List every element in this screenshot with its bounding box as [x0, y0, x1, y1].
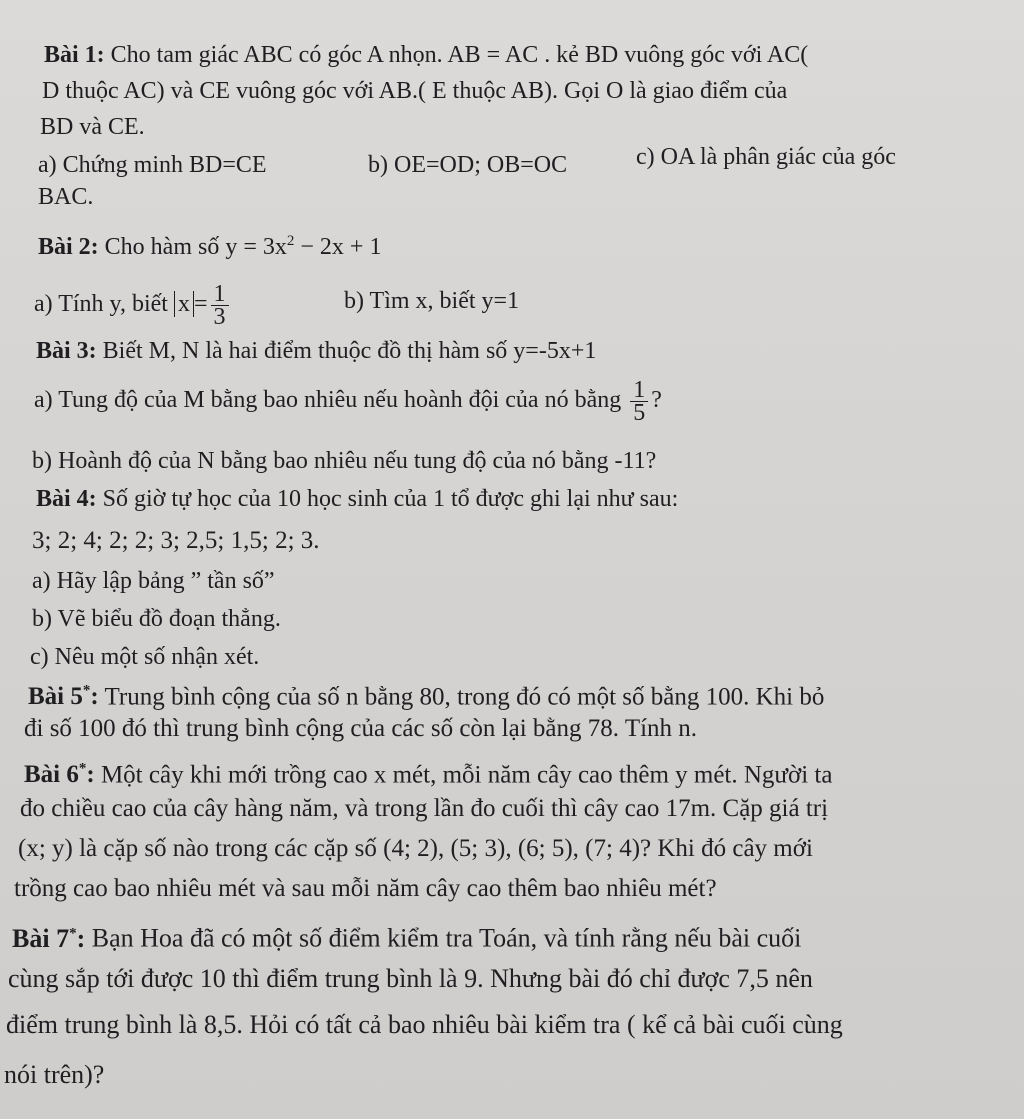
- b7-title: [12, 924, 85, 953]
- b6-star: *: [78, 761, 87, 777]
- b3-title: Bài 3:: [36, 338, 97, 364]
- b3-a-q: ?: [651, 387, 662, 413]
- b6-line-3: (x; y) là cặp số nào trong các cặp số (4; 2), (5; 3), (6; 5), (7; 4)? Khi đó cây mới: [18, 835, 813, 862]
- b7-line-2: cùng sắp tới được 10 thì điểm trung bình là 9. Nhưng bài đó chỉ được 7,5 nên: [8, 964, 813, 993]
- b3-part-a: [34, 378, 662, 424]
- b1-part-c-cont: BAC.: [38, 184, 94, 210]
- b1-b-math: OE=OD; OB=OC: [394, 152, 568, 178]
- b1-part-b: [368, 150, 567, 180]
- b1-part-c: c) OA là phân giác của góc: [636, 144, 896, 170]
- b5-title-text: Bài 5: [28, 683, 83, 711]
- b3-text: Biết M, N là hai điểm thuộc đồ thị hàm số: [102, 338, 508, 364]
- b2-fn-base: y = 3x: [225, 234, 287, 260]
- b3-a-text: a) Tung độ của M bằng bao nhiêu nếu hoành đội của nó bằng: [34, 387, 622, 413]
- b7-text-1: Bạn Hoa đã có một số điểm kiểm tra Toán, và tính rằng nếu bài cuối: [91, 923, 802, 953]
- b2-text: Cho hàm số: [104, 234, 220, 260]
- b2-line-1: [38, 226, 381, 262]
- b5-line-1: [28, 676, 824, 712]
- b7-title-text: Bài 7: [12, 923, 70, 953]
- b3-a-fraction: [630, 376, 648, 426]
- b1-b-label: b): [368, 152, 388, 178]
- b2-b-label: b) Tìm x, biết: [344, 288, 476, 314]
- b6-title: [24, 761, 95, 788]
- b7-line-3: điểm trung bình là 8,5. Hỏi có tất cả bao nhiêu bài kiểm tra ( kể cả bài cuối cùng: [6, 1010, 843, 1039]
- b4-part-b: b) Vẽ biểu đồ đoạn thẳng.: [32, 606, 281, 632]
- b7-star: *: [69, 925, 77, 941]
- b4-data: 3; 2; 4; 2; 2; 3; 2,5; 1,5; 2; 3.: [32, 527, 320, 554]
- b5-text-1: Trung bình cộng của số n bằng 80, trong đó có một số bằng 100. Khi bỏ: [104, 683, 825, 711]
- b3-function: y=-5x+1: [513, 338, 597, 364]
- b7-line-4: nói trên)?: [4, 1060, 105, 1089]
- b2-a-eq: =: [193, 291, 208, 317]
- b3-line-1: [36, 336, 596, 366]
- b4-text: Số giờ tự học của 10 học sinh của 1 tổ được ghi lại như sau:: [102, 486, 679, 512]
- b4-part-c: c) Nêu một số nhận xét.: [30, 644, 260, 670]
- b6-colon: :: [86, 761, 95, 789]
- b1-part-a: [38, 150, 267, 180]
- b5-title: [28, 683, 99, 710]
- b2-a-num: 1: [211, 283, 229, 306]
- b2-a-label: a) Tính y, biết: [34, 291, 168, 317]
- b6-line-4: trồng cao bao nhiêu mét và sau mỗi năm cây cao thêm bao nhiêu mét?: [14, 875, 717, 902]
- b1-text: Cho tam giác ABC có góc A nhọn.: [110, 42, 443, 68]
- b2-a-den: 3: [213, 303, 226, 330]
- b2-fn-exp: 2: [286, 233, 295, 249]
- b5-line-2: đi số 100 đó thì trung bình cộng của các số còn lại bằng 78. Tính n.: [24, 715, 698, 742]
- b2-function: [225, 234, 381, 260]
- b7-line-1: [12, 918, 801, 954]
- b6-line-1: [24, 754, 832, 790]
- b2-a-fraction: [211, 280, 229, 330]
- b2-part-a: [34, 282, 232, 328]
- b5-colon: :: [90, 683, 99, 711]
- b1-a-label: a) Chứng minh: [38, 152, 183, 178]
- b1-title: Bài 1:: [44, 42, 105, 68]
- b6-line-2: đo chiều cao của cây hàng năm, và trong lần đo cuối thì cây cao 17m. Cặp giá trị: [20, 795, 829, 822]
- b5-star: *: [82, 683, 91, 699]
- b1-line-2: D thuộc AC) và CE vuông góc với AB.( E thuộc AB). Gọi O là giao điểm của: [42, 78, 788, 104]
- b6-text-1: Một cây khi mới trồng cao x mét, mỗi năm cây cao thêm y mét. Người ta: [100, 761, 833, 789]
- b2-part-b: [344, 286, 519, 316]
- b1-math: AB = AC: [447, 42, 539, 68]
- b1-line-1: [44, 40, 808, 70]
- b6-title-text: Bài 6: [24, 761, 79, 789]
- b4-title: Bài 4:: [36, 486, 97, 512]
- b4-part-a: a) Hãy lập bảng ” tần số”: [32, 568, 275, 594]
- b3-a-den: 5: [633, 399, 646, 426]
- b2-b-math: y=1: [481, 288, 520, 314]
- b1-line-3: BD và CE.: [40, 114, 145, 140]
- b3-part-b: b) Hoành độ của N bằng bao nhiêu nếu tung độ của nó bằng -11?: [32, 448, 657, 474]
- b1-text-end: . kẻ BD vuông góc với AC(: [544, 42, 809, 68]
- b2-a-abs: x: [174, 291, 194, 317]
- b2-title: Bài 2:: [38, 234, 99, 260]
- b2-fn-rest: − 2x + 1: [294, 234, 382, 260]
- b4-line-1: [36, 484, 678, 514]
- b7-colon: :: [76, 923, 86, 953]
- b1-a-math: BD=CE: [189, 152, 267, 178]
- b3-a-num: 1: [630, 379, 648, 402]
